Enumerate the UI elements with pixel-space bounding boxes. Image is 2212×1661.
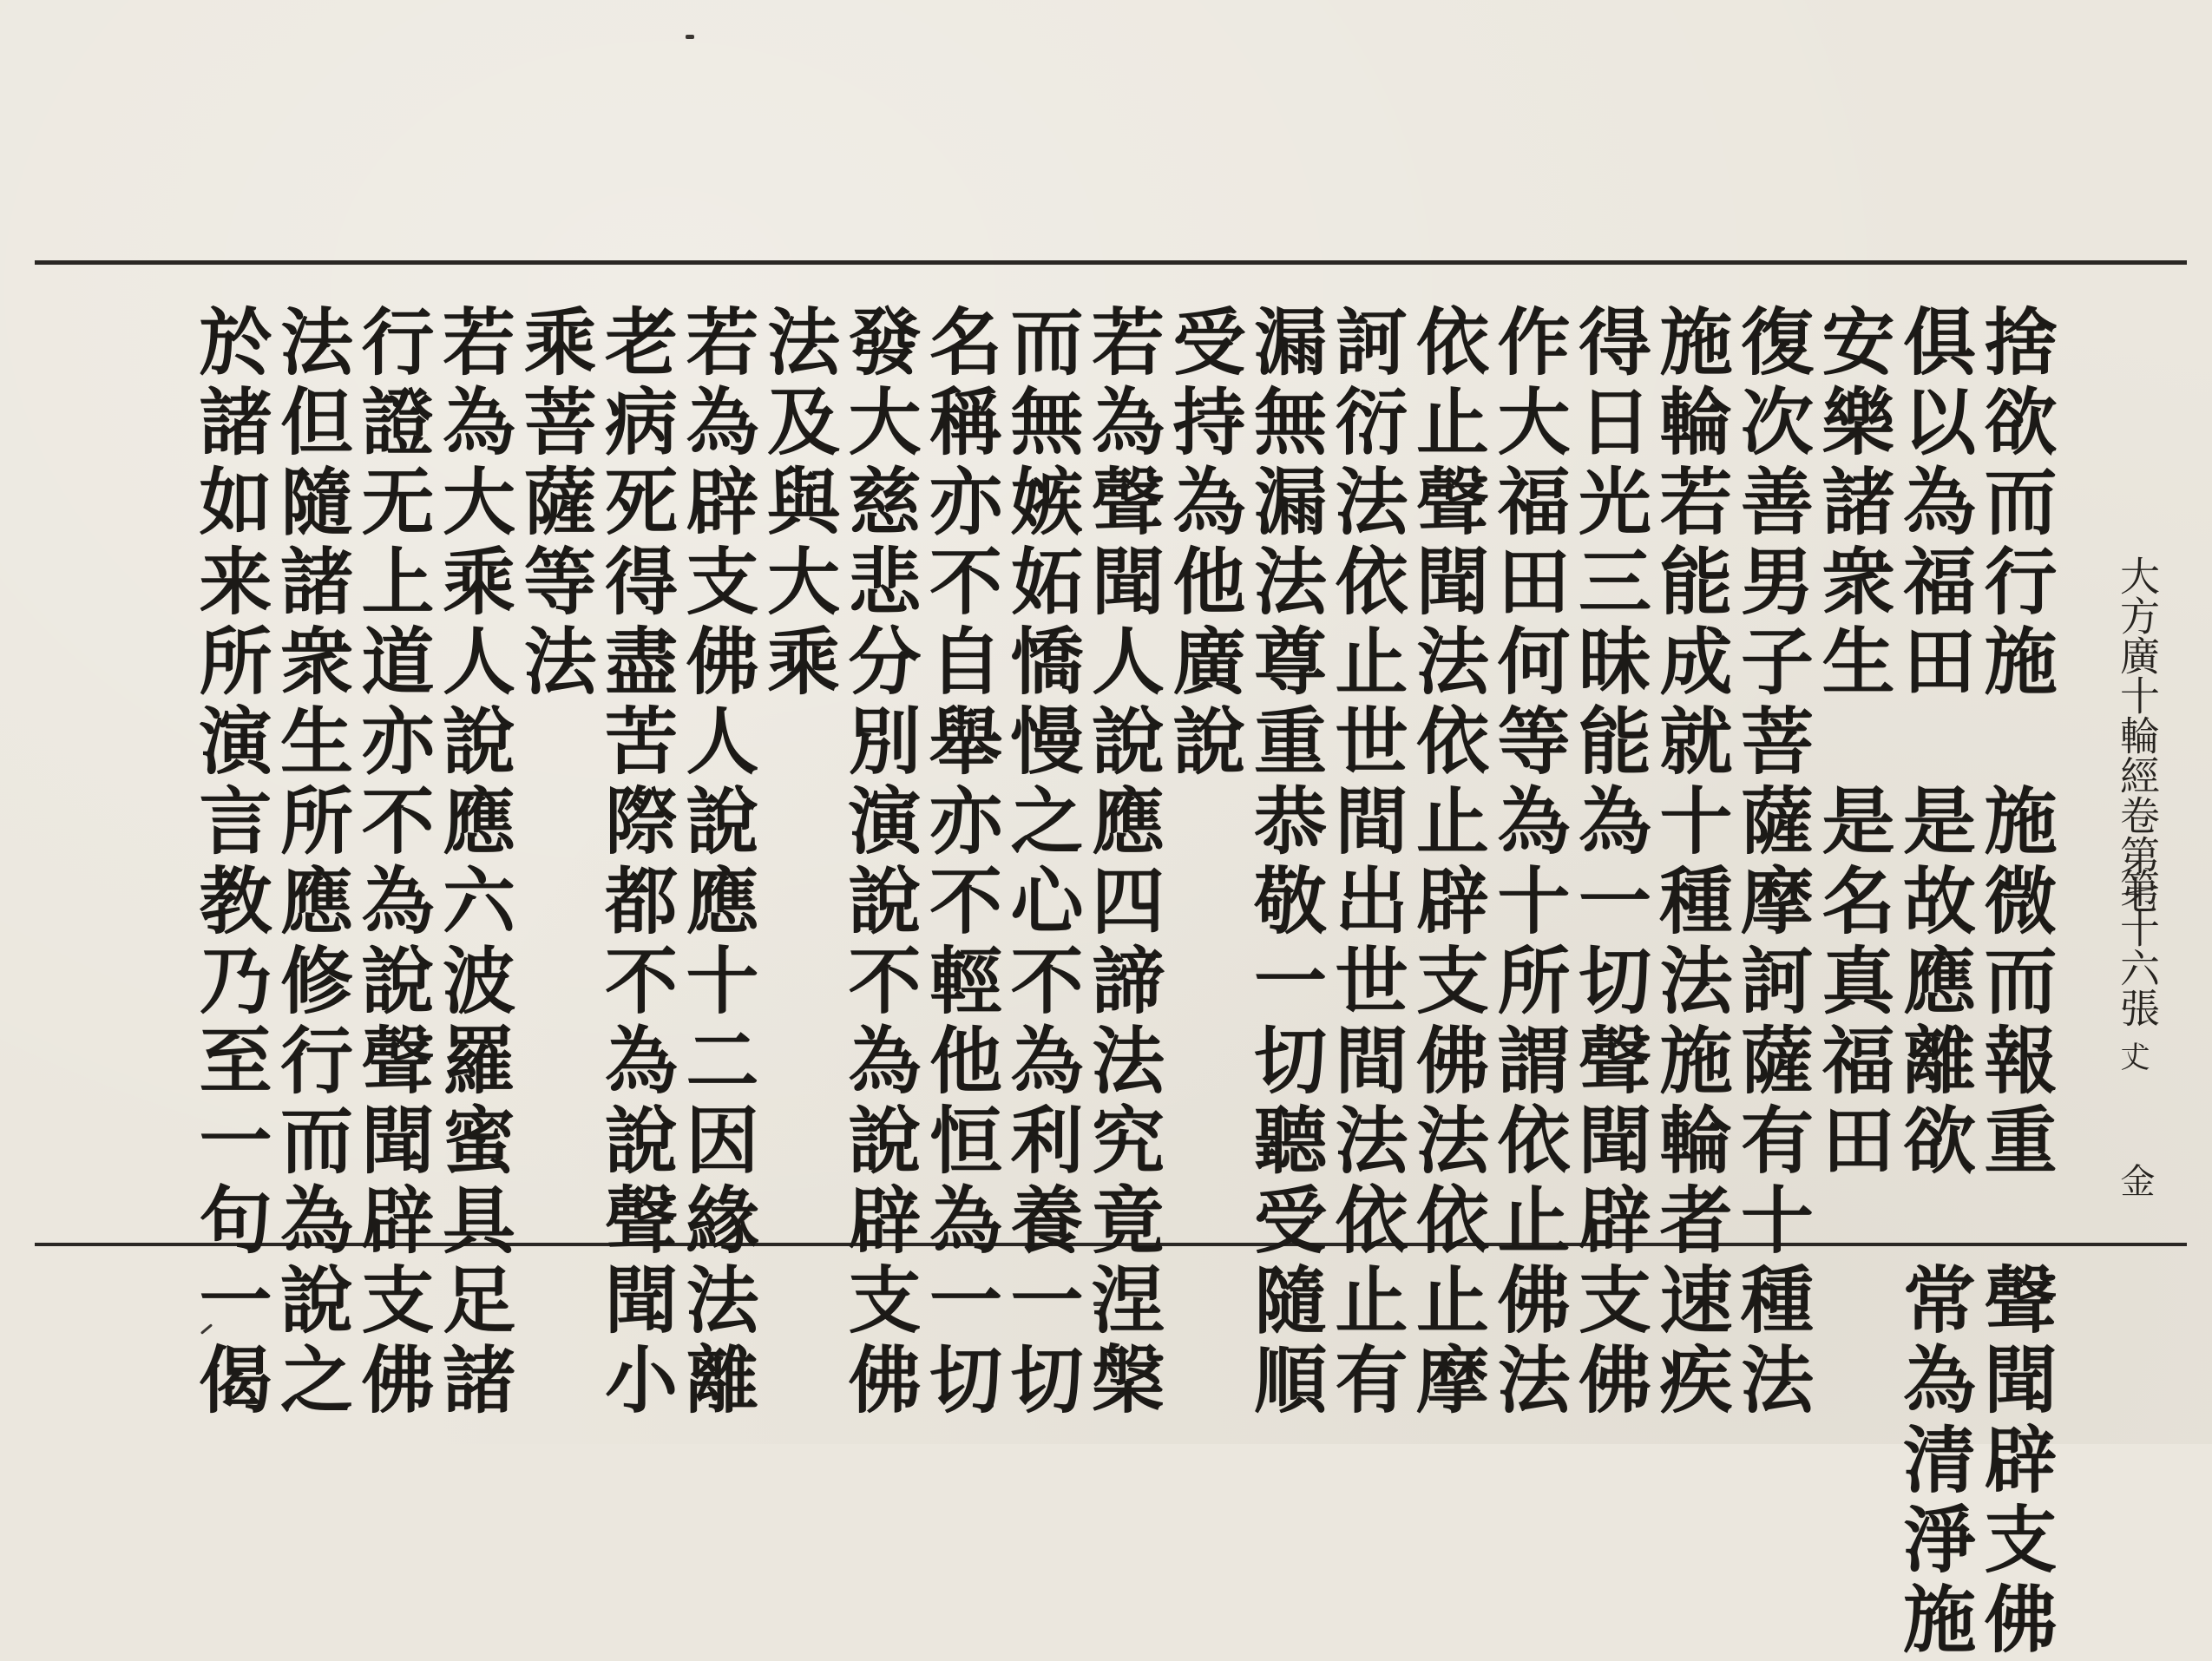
text-column-9: 訶衍法依止世間出世間法依止有 xyxy=(1323,304,1409,1421)
text-column-1: 捨欲而行施 施微而報重 聲聞辟支佛 xyxy=(1972,304,2058,1661)
text-column-8: 依止聲聞法依止辟支佛法依止摩 xyxy=(1404,304,1491,1421)
text-column-3: 安樂諸衆生 是名真福田 xyxy=(1810,304,1896,1182)
ink-speck xyxy=(686,35,694,39)
text-column-12: 若為聲聞人說應四諦法究竟涅槃 xyxy=(1080,304,1166,1421)
text-column-17: 若為辟支佛人說應十二因緣法離 xyxy=(674,304,760,1421)
sutra-title-margin: 大方廣十輪經卷第七 xyxy=(2114,555,2161,915)
text-column-11: 受持為他廣說 xyxy=(1161,304,1247,783)
text-column-2: 俱以為福田 是故應離欲 常為清淨施 xyxy=(1891,304,1978,1661)
text-column-7: 作大福田何等為十所謂依止佛法 xyxy=(1486,304,1572,1421)
text-column-23: 於諸如来所演言教乃至一句一偈 xyxy=(187,304,273,1421)
text-column-14: 名稱亦不自舉亦不輕他恒為一切 xyxy=(917,304,1004,1421)
carver-mark-2: 金 xyxy=(2115,1163,2155,1198)
text-column-5: 施輪若能成就十種法施輪者速疾 xyxy=(1648,304,1734,1421)
text-column-13: 而無嫉妬憍慢之心不為利養一切 xyxy=(999,304,1085,1421)
text-column-22: 法但隨諸衆生所應修行而為說之 xyxy=(268,304,355,1421)
text-column-15: 發大慈悲分別演說不為說辟支佛 xyxy=(837,304,922,1421)
text-column-10: 漏無漏法尊重恭敬一切聽受隨順 xyxy=(1242,304,1329,1421)
text-column-20: 若為大乘人說應六波羅蜜具足諸 xyxy=(430,304,517,1421)
text-column-16: 法及與大乘 xyxy=(755,304,842,703)
text-column-4: 復次善男子菩薩摩訶薩有十種法 xyxy=(1729,304,1815,1421)
leaf-number-margin: 第十六張 xyxy=(2114,868,2161,1027)
carver-mark-1: 𠀋 xyxy=(2115,1041,2150,1071)
top-border-rule xyxy=(35,260,2187,265)
text-column-19: 乘菩薩等法 xyxy=(512,304,598,703)
text-column-21: 行證无上道亦不為說聲聞辟支佛 xyxy=(350,304,436,1421)
text-column-6: 得日光三昧能為一切聲聞辟支佛 xyxy=(1566,304,1653,1421)
text-column-18: 老病死得盡苦際都不為說聲聞小 xyxy=(593,304,679,1421)
